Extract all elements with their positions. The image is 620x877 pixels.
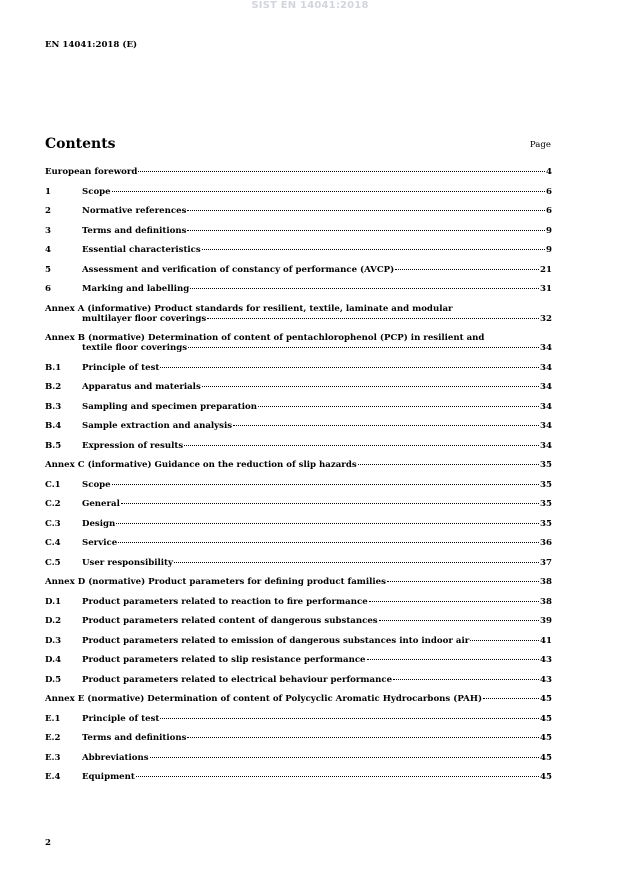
toc-entry-page: 36 (540, 538, 552, 548)
dot-leader (470, 640, 539, 641)
toc-entry[interactable] (45, 460, 552, 480)
toc-entry-page: 35 (540, 518, 552, 529)
toc-entry-number: C.4 (45, 538, 61, 548)
page-number: 2 (45, 838, 51, 848)
toc-entry-page: 31 (540, 284, 552, 294)
toc-entry-page: 38 (540, 577, 552, 587)
toc-entry[interactable] (45, 733, 552, 753)
toc-entry-number: D.5 (45, 674, 62, 685)
toc-entry-page: 34 (540, 401, 552, 412)
dot-leader (367, 659, 540, 660)
toc-entry-title: Product parameters related to electrical behaviour performance (82, 674, 393, 685)
toc-entry-page: 9 (546, 225, 552, 236)
dot-leader (150, 757, 539, 758)
dot-leader (118, 542, 539, 543)
toc-entry-page: 43 (540, 655, 552, 665)
toc-entry[interactable] (45, 441, 552, 461)
dot-leader (202, 249, 545, 250)
dot-leader (395, 269, 539, 270)
toc-entry-title: Expression of results (82, 440, 184, 451)
toc-entry-title: Sample extraction and analysis (82, 421, 233, 431)
dot-leader (369, 601, 539, 602)
toc-entry-page: 6 (546, 206, 552, 216)
toc-entry-number: 5 (45, 264, 51, 275)
toc-entry-number: 6 (45, 284, 51, 294)
toc-entry-title: Annex E (normative) Determination of content of Polycyclic Aromatic Hydrocarbons (PAH) (45, 694, 483, 704)
toc-entry-number: B.5 (45, 440, 62, 451)
toc-entry-page: 32 (540, 313, 552, 324)
dot-leader (138, 171, 545, 172)
toc-entry[interactable] (45, 402, 552, 422)
toc-entry-title: Service (82, 538, 118, 548)
toc-entry-page: 45 (540, 733, 552, 743)
toc-entry-title: Normative references (82, 206, 187, 216)
toc-entry-page: 45 (540, 694, 552, 704)
toc-entry-title: Product parameters related to emission of dangerous substances into indoor air (82, 635, 470, 646)
toc-entry-title: Assessment and verification of constancy of performance (AVCP) (82, 264, 395, 275)
toc-entry-number: E.2 (45, 733, 61, 743)
toc-entry-page: 34 (540, 382, 552, 392)
dot-leader (160, 718, 539, 719)
toc-entry-title: Annex C (informative) Guidance on the reduction of slip hazards (45, 460, 357, 470)
toc-entry-number: C.1 (45, 479, 61, 490)
toc-entry-number: B.3 (45, 401, 62, 412)
toc-entry-number: 1 (45, 186, 51, 197)
watermark: SIST EN 14041:2018 (251, 0, 369, 11)
toc-entry-page: 39 (540, 616, 552, 626)
toc-entry-page: 34 (540, 421, 552, 431)
toc-entry-title: Principle of test (82, 362, 160, 373)
dot-leader (379, 620, 539, 621)
toc-entry-page: 43 (540, 674, 552, 685)
toc-entry-title: Scope (82, 186, 111, 197)
dot-leader (393, 679, 539, 680)
toc-entry[interactable] (45, 206, 552, 226)
toc-entry-title-continued: textile floor coverings (82, 343, 188, 353)
toc-entry-title: Scope (82, 479, 111, 490)
toc-entry-title: European foreword (45, 167, 138, 177)
dot-leader (112, 484, 539, 485)
dot-leader (112, 191, 545, 192)
dot-leader (136, 776, 539, 777)
toc-entry-title-continued: multilayer floor coverings (82, 313, 207, 324)
toc-entry[interactable] (45, 284, 552, 304)
toc-entry-title: Product parameters related to slip resistance performance (82, 655, 366, 665)
toc-entry-number: C.2 (45, 499, 61, 509)
toc-entry-title: Annex B (normative) Determination of content of pentachlorophenol (PCP) in resilient and (45, 333, 485, 343)
toc-entry-page: 34 (540, 440, 552, 451)
toc-entry[interactable] (45, 265, 552, 285)
toc-entry-page: 6 (546, 186, 552, 197)
toc-entry[interactable] (45, 538, 552, 558)
toc-entry[interactable] (45, 636, 552, 656)
toc-entry-page: 34 (540, 362, 552, 373)
dot-leader (187, 737, 539, 738)
dot-leader (358, 464, 539, 465)
dot-leader (187, 210, 545, 211)
toc-entry-number: D.4 (45, 655, 62, 665)
toc-entry-number: D.1 (45, 596, 62, 607)
toc-entry[interactable] (45, 363, 552, 383)
toc-entry[interactable] (45, 675, 552, 695)
toc-entry-page: 35 (540, 460, 552, 470)
dot-leader (207, 318, 539, 319)
toc-entry[interactable] (45, 421, 552, 441)
toc-entry-title: Equipment (82, 772, 135, 782)
dot-leader (258, 406, 539, 407)
toc-entry-page: 34 (540, 343, 552, 353)
toc-entry-number: D.3 (45, 635, 62, 646)
toc-entry-number: B.1 (45, 362, 62, 373)
toc-entry-number: B.4 (45, 421, 62, 431)
toc-entry-page: 37 (540, 557, 552, 568)
toc-entry-page: 41 (540, 635, 552, 646)
document-id: EN 14041:2018 (E) (45, 40, 138, 50)
toc-entry-title: Essential characteristics (82, 245, 201, 255)
dot-leader (202, 386, 539, 387)
toc-entry[interactable] (45, 333, 552, 363)
toc-entry-number: E.4 (45, 772, 61, 782)
toc-entry-page: 4 (546, 167, 552, 177)
toc-entry-number: E.1 (45, 713, 61, 724)
toc-entry[interactable] (45, 245, 552, 265)
toc-entry[interactable] (45, 753, 552, 773)
toc-entry-number: C.3 (45, 518, 61, 529)
toc-entry-number: E.3 (45, 752, 61, 763)
toc-entry-page: 9 (546, 245, 552, 255)
toc-entry-page: 45 (540, 752, 552, 763)
page-title: Contents (45, 136, 116, 152)
toc-entry-title: User responsibility (82, 557, 174, 568)
dot-leader (188, 347, 539, 348)
toc-entry-number: C.5 (45, 557, 61, 568)
toc-entry-title: General (82, 499, 120, 509)
toc-entry[interactable] (45, 519, 552, 539)
toc-entry-title: Product parameters related to reaction to fire performance (82, 596, 368, 607)
toc-entry-number: 4 (45, 245, 51, 255)
toc-entry-title: Sampling and specimen preparation (82, 401, 257, 412)
dot-leader (116, 523, 539, 524)
toc-entry-title: Annex D (normative) Product parameters for defining product families (45, 577, 386, 587)
dot-leader (190, 288, 539, 289)
toc-entry[interactable] (45, 187, 552, 207)
dot-leader (387, 581, 539, 582)
toc-entry-title: Marking and labelling (82, 284, 190, 294)
dot-leader (184, 445, 539, 446)
toc-entry-number: D.2 (45, 616, 62, 626)
toc-entry[interactable] (45, 167, 552, 187)
dot-leader (160, 367, 539, 368)
toc-entry[interactable] (45, 655, 552, 675)
toc-entry-page: 45 (540, 713, 552, 724)
toc-entry-title: Terms and definitions (82, 225, 187, 236)
toc-entry-page: 38 (540, 596, 552, 607)
toc-entry-page: 35 (540, 499, 552, 509)
toc-entry-number: 3 (45, 225, 51, 236)
toc-entry[interactable] (45, 772, 552, 792)
dot-leader (187, 230, 545, 231)
toc-entry-title: Terms and definitions (82, 733, 187, 743)
toc-entry[interactable] (45, 480, 552, 500)
toc-entry-page: 35 (540, 479, 552, 490)
toc-entry[interactable] (45, 226, 552, 246)
toc-entry-title: Principle of test (82, 713, 160, 724)
toc-entry-title: Product parameters related content of dangerous substances (82, 616, 378, 626)
toc-entry[interactable] (45, 558, 552, 578)
toc-entry-title: Abbreviations (82, 752, 149, 763)
toc-entry-number: B.2 (45, 382, 62, 392)
toc-entry-number: 2 (45, 206, 51, 216)
toc-entry-title: Apparatus and materials (82, 382, 201, 392)
toc-entry[interactable] (45, 382, 552, 402)
toc-entry-title: Design (82, 518, 116, 529)
dot-leader (233, 425, 539, 426)
toc-entry[interactable] (45, 304, 552, 334)
dot-leader (174, 562, 539, 563)
toc-entry[interactable] (45, 616, 552, 636)
toc-entry-page: 21 (540, 264, 552, 275)
dot-leader (483, 698, 539, 699)
toc-entry[interactable] (45, 597, 552, 617)
toc-entry[interactable] (45, 499, 552, 519)
dot-leader (121, 503, 539, 504)
toc-entry[interactable] (45, 694, 552, 714)
toc-entry[interactable] (45, 714, 552, 734)
toc-entry-title: Annex A (informative) Product standards for resilient, textile, laminate and modular (45, 303, 453, 314)
table-of-contents (45, 167, 552, 792)
toc-entry-page: 45 (540, 772, 552, 782)
toc-entry[interactable] (45, 577, 552, 597)
page-column-label: Page (529, 140, 551, 150)
